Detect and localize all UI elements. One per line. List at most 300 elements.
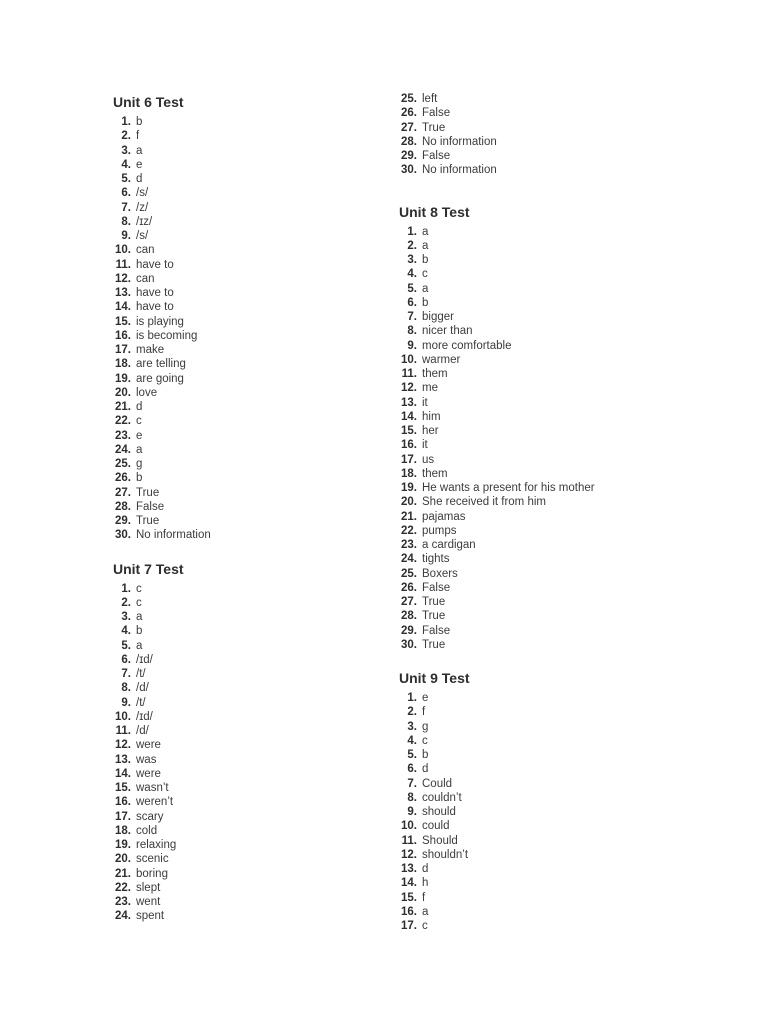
answer-item (113, 582, 393, 596)
answer-item (113, 881, 393, 895)
answer-text: True (422, 121, 446, 134)
answer-item (113, 667, 393, 681)
answer-item (113, 753, 393, 767)
question-number: 4. (121, 158, 131, 171)
question-number: 14. (115, 301, 131, 314)
question-number: 22. (401, 524, 417, 537)
answer-text: False (136, 500, 165, 513)
answer-item (113, 443, 393, 457)
question-number: 5. (407, 749, 417, 761)
answer-text: more comfortable (422, 339, 512, 352)
answer-item (113, 172, 393, 186)
answer-text: him (422, 410, 441, 423)
answer-text: left (422, 93, 438, 105)
answer-item (399, 862, 679, 876)
question-number: 21. (401, 510, 417, 523)
answer-item (399, 538, 679, 552)
question-number: 13. (401, 396, 417, 409)
answer-text: warmer (422, 353, 461, 366)
question-number: 26. (401, 581, 417, 594)
question-number: 20. (115, 386, 131, 399)
answer-text: /t/ (136, 696, 146, 709)
answer-item (399, 324, 679, 338)
answer-item (113, 767, 393, 781)
answer-item (399, 748, 679, 762)
answer-text: me (422, 382, 438, 395)
question-number: 6. (407, 296, 417, 309)
question-number: 19. (115, 372, 131, 385)
question-number: 6. (121, 187, 131, 200)
answer-text: were (136, 739, 161, 752)
answer-text: True (136, 515, 160, 527)
answer-item (399, 438, 679, 452)
answer-item (399, 819, 679, 833)
question-number: 24. (401, 553, 417, 566)
answer-text: relaxing (136, 839, 177, 851)
answer-text: No information (422, 135, 497, 148)
answer-item (113, 115, 393, 129)
answer-text: /t/ (136, 668, 146, 680)
answer-text: True (136, 486, 160, 499)
answer-item (399, 805, 679, 819)
answer-text: make (136, 344, 165, 356)
answer-item (399, 495, 679, 509)
answer-text: True (422, 596, 446, 608)
question-number: 10. (401, 353, 417, 366)
answer-section (399, 669, 679, 933)
answer-text: b (136, 625, 143, 638)
question-number: 15. (115, 315, 131, 328)
answer-item (113, 229, 393, 243)
answer-text: a (136, 611, 143, 623)
question-number: 5. (407, 282, 417, 295)
answer-item (113, 243, 393, 257)
answer-text: c (422, 268, 428, 281)
answer-section (399, 203, 679, 653)
question-number: 16. (401, 439, 417, 452)
answer-item (399, 282, 679, 296)
answer-item (399, 367, 679, 381)
answer-item (399, 567, 679, 581)
question-number: 18. (115, 358, 131, 371)
answer-item (113, 215, 393, 229)
question-number: 14. (115, 767, 131, 780)
answer-text: He wants a present for his mother (422, 482, 595, 494)
answer-text: weren’t (136, 796, 174, 809)
answer-item (113, 610, 393, 624)
question-number: 16. (401, 905, 417, 918)
question-number: 27. (401, 121, 417, 134)
question-number: 15. (115, 782, 131, 794)
answer-item (399, 396, 679, 410)
answer-text: c (136, 415, 142, 428)
answer-item (399, 720, 679, 734)
answer-column-left (113, 93, 393, 941)
question-number: 13. (115, 753, 131, 766)
section-title: Unit 6 Test (113, 94, 184, 110)
question-number: 4. (407, 268, 417, 281)
answer-item (113, 414, 393, 428)
question-number: 11. (401, 368, 417, 380)
answer-item (113, 201, 393, 215)
answer-item (399, 691, 679, 705)
answer-item (113, 528, 393, 542)
answer-item (113, 315, 393, 329)
answer-item (399, 410, 679, 424)
question-number: 23. (115, 429, 131, 442)
question-number: 18. (115, 824, 131, 837)
question-number: 13. (115, 287, 131, 299)
answer-item (113, 386, 393, 400)
question-number: 12. (115, 272, 131, 285)
answer-text: have to (136, 287, 174, 299)
answer-text: d (136, 173, 143, 185)
answer-item (399, 453, 679, 467)
answer-item (113, 838, 393, 852)
question-number: 23. (115, 896, 131, 908)
question-number: 4. (407, 734, 417, 747)
answer-item (399, 848, 679, 862)
answer-text: her (422, 425, 439, 437)
answer-item (113, 471, 393, 485)
question-number: 12. (401, 848, 417, 861)
answer-item (113, 895, 393, 909)
question-number: 9. (407, 339, 417, 352)
answer-item (113, 144, 393, 158)
question-number: 24. (115, 910, 131, 923)
answer-text: False (422, 150, 451, 162)
answer-item (399, 624, 679, 638)
question-number: 18. (401, 467, 417, 480)
question-number: 7. (407, 777, 417, 790)
question-number: 28. (115, 500, 131, 513)
answer-item (113, 343, 393, 357)
answer-text: pajamas (422, 510, 466, 523)
question-number: 20. (115, 853, 131, 866)
question-number: 24. (115, 443, 131, 456)
answer-item (399, 705, 679, 719)
answer-item (399, 481, 679, 495)
answer-text: g (136, 458, 143, 470)
answer-text: d (422, 763, 429, 776)
answer-text: e (422, 692, 429, 704)
answer-text: b (136, 116, 143, 128)
answer-text: No information (422, 164, 497, 177)
question-number: 25. (401, 567, 417, 580)
answer-text: g (422, 720, 429, 733)
answer-text: False (422, 581, 451, 594)
answer-item (113, 457, 393, 471)
answer-text: is becoming (136, 329, 198, 342)
question-number: 8. (407, 325, 417, 338)
question-number: 27. (401, 596, 417, 608)
question-number: 15. (401, 425, 417, 437)
question-number: 1. (407, 225, 417, 238)
question-number: 11. (115, 258, 131, 271)
answer-item (113, 724, 393, 738)
answer-item (399, 777, 679, 791)
question-number: 26. (401, 107, 417, 120)
answer-item (399, 149, 679, 163)
answer-text: should (422, 806, 456, 818)
answer-item (399, 467, 679, 481)
answer-text: No information (136, 529, 211, 542)
answer-column-right (399, 92, 679, 950)
answer-text: b (422, 749, 429, 761)
answer-item (399, 791, 679, 805)
answer-item (399, 296, 679, 310)
question-number: 22. (115, 415, 131, 428)
question-number: 23. (401, 539, 417, 551)
question-number: 9. (407, 806, 417, 818)
question-number: 21. (115, 867, 131, 880)
answer-text: Boxers (422, 567, 458, 580)
answer-text: /s/ (136, 230, 149, 242)
question-number: 12. (115, 739, 131, 752)
answer-text: True (422, 610, 446, 623)
answer-text: it (422, 439, 428, 452)
question-number: 30. (401, 164, 417, 177)
answer-item (113, 824, 393, 838)
question-number: 2. (407, 706, 417, 719)
answer-text: Could (422, 777, 453, 790)
question-number: 3. (121, 144, 131, 157)
question-number: 17. (115, 810, 131, 823)
question-number: 6. (121, 653, 131, 666)
answer-item (399, 905, 679, 919)
answer-text: b (136, 472, 143, 485)
answer-text: a (422, 239, 429, 252)
answer-item (399, 919, 679, 933)
answer-text: a (136, 144, 143, 157)
question-number: 28. (401, 610, 417, 623)
answer-text: is playing (136, 315, 184, 328)
answer-text: have to (136, 301, 174, 314)
answer-item (113, 639, 393, 653)
answer-text: us (422, 453, 435, 466)
answer-text: scenic (136, 853, 169, 866)
answer-item (399, 106, 679, 120)
answer-item (399, 581, 679, 595)
question-number: 19. (115, 839, 131, 851)
question-number: 16. (115, 329, 131, 342)
answer-text: False (422, 624, 451, 637)
question-number: 20. (401, 496, 417, 509)
answer-item (113, 400, 393, 414)
answer-text: /d/ (136, 682, 149, 695)
question-number: 7. (407, 311, 417, 323)
question-number: 16. (115, 796, 131, 809)
answer-item (113, 329, 393, 343)
answer-item (399, 353, 679, 367)
question-number: 14. (401, 410, 417, 423)
answer-text: slept (136, 881, 161, 894)
question-number: 30. (115, 529, 131, 542)
answer-text: False (422, 107, 451, 120)
answer-item (399, 135, 679, 149)
answer-item (113, 158, 393, 172)
answer-text: /ɪd/ (136, 710, 153, 723)
answer-text: a (422, 905, 429, 918)
answer-text: was (136, 753, 157, 766)
answer-item (399, 834, 679, 848)
question-number: 5. (121, 173, 131, 185)
question-number: 13. (401, 863, 417, 875)
answer-item (399, 121, 679, 135)
answer-item (113, 486, 393, 500)
question-number: 2. (121, 130, 131, 143)
answer-text: couldn’t (422, 791, 462, 804)
answer-item (113, 867, 393, 881)
answer-text: d (136, 401, 143, 413)
answer-text: She received it from him (422, 496, 546, 509)
answer-item (399, 595, 679, 609)
answer-text: them (422, 368, 448, 380)
question-number: 27. (115, 486, 131, 499)
answer-text: can (136, 272, 155, 285)
answer-text: /ɪd/ (136, 653, 153, 666)
answer-text: could (422, 820, 450, 833)
question-number: 8. (121, 682, 131, 695)
answer-text: a cardigan (422, 539, 476, 551)
answer-text: /z/ (136, 201, 149, 214)
answer-item (399, 267, 679, 281)
question-number: 17. (115, 344, 131, 356)
answer-text: wasn’t (136, 782, 169, 794)
question-number: 15. (401, 891, 417, 904)
question-number: 30. (401, 638, 417, 651)
question-number: 1. (121, 116, 131, 128)
answer-item (113, 372, 393, 386)
question-number: 11. (115, 725, 131, 737)
answer-text: f (422, 706, 426, 719)
question-number: 21. (115, 401, 131, 413)
question-number: 1. (407, 692, 417, 704)
answer-item (113, 710, 393, 724)
answer-text: love (136, 386, 158, 399)
question-number: 22. (115, 881, 131, 894)
answer-text: c (422, 734, 428, 747)
answer-text: d (422, 863, 429, 875)
answer-item (399, 510, 679, 524)
answer-item (113, 500, 393, 514)
question-number: 29. (401, 150, 417, 162)
answer-text: c (136, 596, 142, 609)
question-number: 3. (121, 611, 131, 623)
answer-item (113, 852, 393, 866)
section-title: Unit 7 Test (113, 560, 184, 577)
answer-item (399, 876, 679, 890)
question-number: 17. (401, 920, 417, 932)
answer-text: shouldn’t (422, 848, 469, 861)
answer-text: pumps (422, 524, 457, 537)
answer-item (113, 696, 393, 710)
answer-text: scary (136, 810, 164, 823)
question-number: 10. (115, 244, 131, 257)
answer-text: e (136, 429, 143, 442)
question-number: 6. (407, 763, 417, 776)
answer-text: f (136, 130, 140, 143)
answer-item (113, 429, 393, 443)
question-number: 2. (121, 596, 131, 609)
answer-item (399, 163, 679, 177)
question-number: 1. (121, 582, 131, 595)
answer-text: them (422, 467, 448, 480)
answer-item (399, 891, 679, 905)
question-number: 3. (407, 720, 417, 733)
answer-text: b (422, 296, 429, 309)
answer-item (399, 552, 679, 566)
answer-text: were (136, 767, 161, 780)
answer-item (113, 272, 393, 286)
answer-text: /ɪz/ (136, 215, 153, 228)
question-number: 5. (121, 639, 131, 652)
answer-text: are telling (136, 358, 186, 371)
answer-text: b (422, 254, 429, 266)
answer-text: True (422, 638, 446, 651)
answer-item (113, 810, 393, 824)
answer-section (113, 93, 393, 543)
question-number: 10. (115, 710, 131, 723)
answer-item (399, 225, 679, 239)
answer-item (399, 424, 679, 438)
question-number: 19. (401, 482, 417, 494)
answer-text: a (136, 443, 143, 456)
question-number: 9. (121, 230, 131, 242)
answer-item (113, 596, 393, 610)
answer-text: a (422, 282, 429, 295)
answer-item (113, 286, 393, 300)
answer-text: went (136, 896, 161, 908)
answer-text: /s/ (136, 187, 149, 200)
answer-text: c (422, 920, 428, 932)
question-number: 25. (115, 458, 131, 470)
answer-item (113, 514, 393, 528)
question-number: 17. (401, 453, 417, 466)
answer-item (113, 624, 393, 638)
answer-text: nicer than (422, 325, 473, 338)
answer-text: boring (136, 867, 168, 880)
answer-item (113, 300, 393, 314)
question-number: 14. (401, 877, 417, 890)
answer-text: a (136, 639, 143, 652)
answer-item (399, 310, 679, 324)
answer-item (113, 795, 393, 809)
answer-text: cold (136, 824, 158, 837)
answer-item (113, 681, 393, 695)
question-number: 25. (401, 93, 417, 105)
answer-item (399, 92, 679, 106)
answer-text: are going (136, 372, 184, 385)
answer-item (399, 253, 679, 267)
answer-item (113, 357, 393, 371)
answer-item (399, 609, 679, 623)
question-number: 12. (401, 382, 417, 395)
answer-item (113, 781, 393, 795)
question-number: 8. (121, 215, 131, 228)
question-number: 26. (115, 472, 131, 485)
question-number: 28. (401, 135, 417, 148)
answer-item (399, 762, 679, 776)
answer-item (399, 524, 679, 538)
answer-item (399, 734, 679, 748)
question-number: 9. (121, 696, 131, 709)
answer-item (399, 381, 679, 395)
question-number: 29. (115, 515, 131, 527)
answer-text: e (136, 158, 143, 171)
answer-item (113, 653, 393, 667)
answer-item (113, 258, 393, 272)
